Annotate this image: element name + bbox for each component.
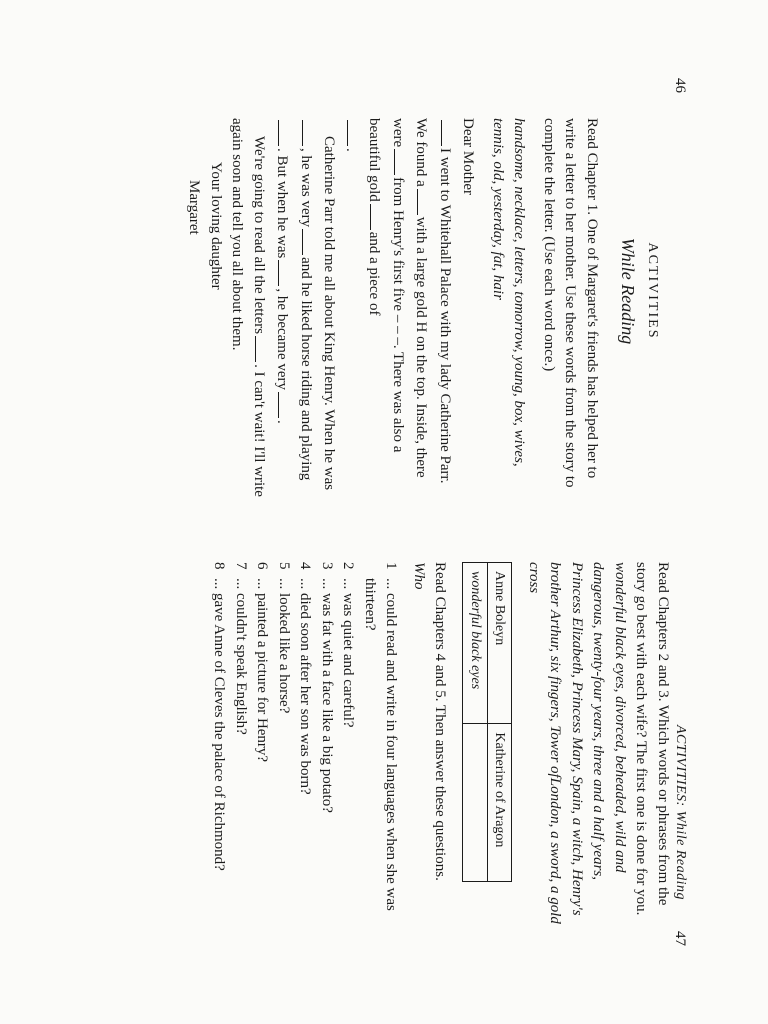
phrase-bank: wonderful black eyes, divorced, beheaded, wild and dangerous, twenty-four years, three and a half years, Princess Elizabeth, Princess Mary, Spain, a witch, Henry's brother Arthur, six fingers, Tower ofLondon, a sword, a gold cross: [526, 562, 628, 924]
blank: [347, 120, 363, 146]
letter-paragraph-1: [363, 118, 457, 498]
blank: [279, 260, 295, 286]
question-text: ... could read and write in four languages when she was thirteen?: [362, 578, 400, 911]
section-title: While Reading: [618, 237, 638, 345]
letter-text: with a large gold H on the top. Inside, there were: [390, 118, 430, 478]
question-text: ... looked like a horse?: [276, 578, 292, 714]
blank: [279, 392, 295, 418]
letter-text: and a piece of: [366, 231, 383, 316]
question-number: 6: [254, 562, 271, 570]
blank: [394, 149, 410, 175]
table-header-row: [488, 563, 513, 882]
blank: [302, 229, 318, 255]
list-item: [316, 562, 338, 932]
letter-text: from Henry's first five – – –. There was also a beautiful gold: [366, 118, 406, 453]
table-header-cell: Katherine of Aragon: [488, 724, 513, 882]
question-text: ... was quiet and careful?: [340, 578, 357, 728]
questions-instruction: Read Chapters 4 and 5. Then answer these questions.: [432, 562, 449, 881]
letter-text: . I can't wait! I'll write again soon and tell you all about them.: [229, 118, 267, 497]
question-number: 2: [340, 562, 357, 570]
list-item: [251, 562, 273, 932]
table-row: [463, 563, 488, 882]
left-column: [183, 118, 602, 498]
question-number: 7: [233, 562, 249, 570]
letter-paragraph-1-end: .: [340, 118, 364, 498]
blank: [371, 204, 387, 230]
question-number: 4: [297, 562, 314, 570]
right-page: [0, 512, 768, 1024]
letter-text: and he liked horse riding and playing: [298, 257, 314, 481]
section-label: ACTIVITIES: [645, 242, 660, 340]
letter-closing: Your loving daughter: [208, 162, 224, 290]
wives-table: [463, 562, 513, 882]
page-number-left: 46: [672, 78, 688, 93]
letter-text: I went to Whitehall Palace with my lady Catherine Parr. We found a: [413, 118, 453, 484]
question-text: ... gave Anne of Cleves the palace of Richmond?: [211, 578, 228, 871]
question-number: 3: [319, 562, 335, 570]
list-item: [208, 562, 230, 932]
page-number-right: 47: [672, 931, 688, 946]
table-header-cell: Anne Boleyn: [488, 563, 513, 724]
question-number: 1: [383, 562, 400, 570]
blank: [279, 120, 295, 146]
letter-paragraph-3: [226, 118, 271, 498]
letter-text: We're going to read all the letters: [251, 136, 267, 335]
list-item: [294, 562, 316, 932]
question-number: 8: [211, 562, 228, 570]
question-number: 5: [276, 562, 292, 570]
table-cell: wonderful black eyes: [463, 563, 488, 724]
letter-text: Catherine Parr told me all about King Henry. When he was: [321, 136, 338, 491]
right-column: [208, 562, 673, 932]
list-item: [273, 562, 295, 932]
question-text: ... painted a picture for Henry?: [254, 578, 271, 763]
letter-instruction: Read Chapter 1. One of Margaret's friends has helped her to write a letter to her mother. Use these words from the story to complete the letter. (Use each word once.): [541, 118, 600, 488]
list-item: [337, 562, 359, 932]
blank: [441, 120, 457, 146]
list-item: [359, 562, 402, 932]
blank: [418, 189, 434, 215]
list-item: [230, 562, 252, 932]
blank: [255, 336, 271, 362]
letter-signature: Margaret: [186, 180, 203, 235]
question-text: ... was fat with a face like a big potato?: [319, 578, 335, 813]
letter-text: , he was very: [298, 148, 314, 228]
letter-paragraph-2: Catherine Parr told me all about King Henry. When he was, he was veryand he liked horse riding and playing. But when he was, he became very.: [271, 118, 340, 498]
letter-greeting: Dear Mother: [460, 118, 477, 196]
letter-text: . But when he was: [274, 148, 291, 259]
table-cell: [463, 724, 488, 882]
running-head: ACTIVITIES: While Reading: [673, 724, 688, 900]
matching-instruction: Read Chapters 2 and 3. Which words or phrases from the story go best with each wife? The first one is done for you.: [633, 562, 671, 916]
word-bank: handsome, necklace, letters, tomorrow, young, box, wives, tennis, old, yesterday, fat, hair: [490, 118, 528, 467]
who-label: Who: [411, 562, 427, 590]
question-text: ... died soon after her son was born?: [297, 578, 314, 795]
blank: [302, 120, 318, 146]
letter-text: , he became very: [274, 288, 291, 391]
question-text: ... couldn't speak English?: [233, 578, 249, 735]
question-list: [208, 562, 402, 932]
